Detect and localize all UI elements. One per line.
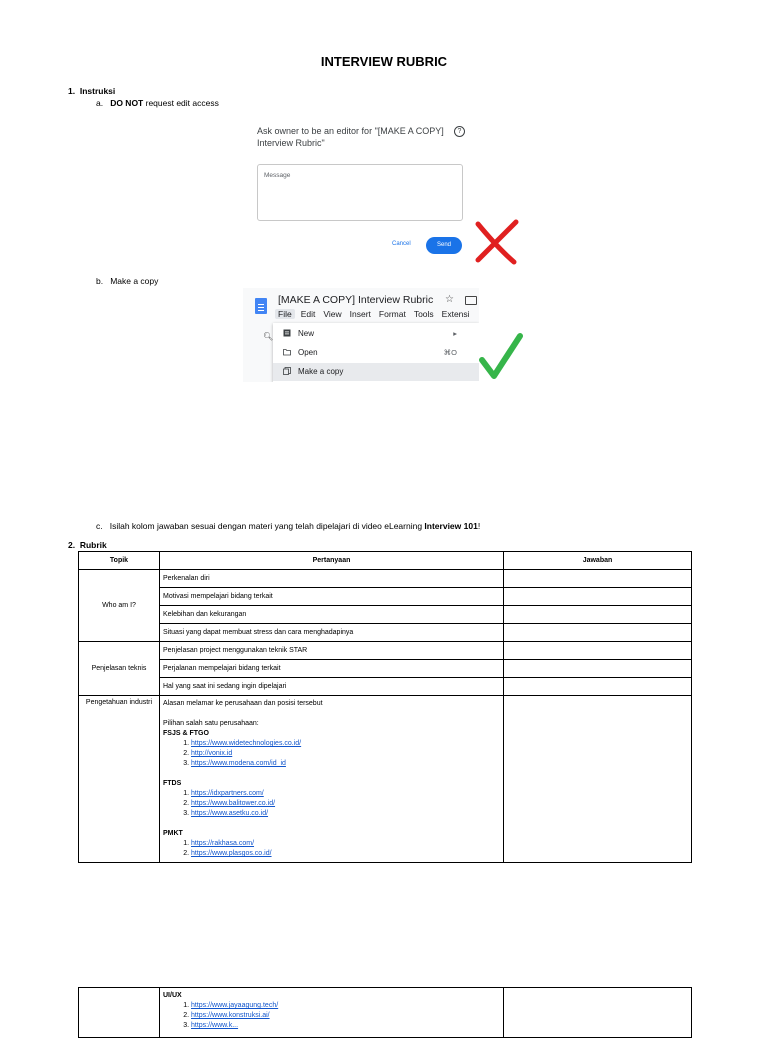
- company-link[interactable]: https://www.asetku.co.id/: [191, 810, 269, 817]
- table-row: [79, 606, 692, 624]
- request-access-dialog-screenshot: [252, 120, 470, 262]
- company-link-list: [163, 839, 500, 859]
- answer-cell[interactable]: [504, 696, 692, 863]
- file-menu-dropdown: [273, 323, 479, 382]
- menu-extensions: Extensi: [441, 309, 470, 319]
- instruction-b: [96, 276, 158, 286]
- google-docs-screenshot: [243, 288, 479, 382]
- item-marker: a.: [96, 98, 104, 108]
- company-group-name: UI/UX: [163, 992, 182, 999]
- table-row: [79, 660, 692, 678]
- rubric-table: [78, 551, 692, 863]
- company-group-name: PMKT: [163, 830, 183, 837]
- answer-cell[interactable]: [504, 642, 692, 660]
- question-cell: Perkenalan diri: [160, 570, 504, 588]
- rubric-table-continued: [78, 987, 692, 1038]
- table-row: [79, 696, 692, 863]
- menu-item-label: New: [298, 329, 315, 338]
- menu-item-label: Make a copy: [298, 367, 344, 376]
- docs-icon: [255, 298, 267, 314]
- document-title: INTERVIEW RUBRIC: [320, 54, 448, 69]
- company-link[interactable]: http://vonix.id: [191, 750, 233, 757]
- question-cell-uiux: [160, 988, 504, 1038]
- company-link[interactable]: https://www.konstruksi.ai/: [191, 1012, 270, 1019]
- submenu-arrow: ▸: [453, 329, 457, 338]
- company-link[interactable]: https://www.modena.com/id_id: [191, 760, 286, 767]
- section-rubrik-heading: [68, 540, 107, 550]
- question-cell: Situasi yang dapat membuat stress dan cara menghadapinya: [160, 624, 504, 642]
- green-check-icon: [478, 330, 524, 382]
- question-cell-industry: [160, 696, 504, 863]
- section-label: Rubrik: [79, 540, 107, 550]
- section-instruksi-heading: [68, 86, 115, 96]
- question-cell: Kelebihan dan kekurangan: [160, 606, 504, 624]
- menu-format: Format: [378, 309, 406, 319]
- folder-icon: [283, 348, 291, 356]
- message-placeholder: Message: [264, 172, 291, 179]
- instruction-c: [96, 521, 480, 531]
- company-link[interactable]: https://www.balitower.co.id/: [191, 800, 276, 807]
- answer-cell[interactable]: [504, 606, 692, 624]
- table-row: [79, 642, 692, 660]
- red-x-icon: [472, 218, 522, 266]
- table-row: [79, 988, 692, 1038]
- file-menu-new: [273, 325, 479, 343]
- question-cell: Hal yang saat ini sedang ingin dipelajari: [160, 678, 504, 696]
- menu-shortcut: ⌘O: [443, 348, 457, 357]
- exclamation: !: [477, 521, 481, 531]
- menu-edit: Edit: [300, 309, 316, 319]
- company-link[interactable]: https://www.jayaagung.tech/: [191, 1002, 279, 1009]
- company-link[interactable]: https://idxpartners.com/: [191, 790, 264, 797]
- menu-view: View: [323, 309, 342, 319]
- file-menu-make-a-copy: [273, 363, 479, 381]
- file-menu-open: [273, 344, 479, 362]
- question-cell: Perjalanan mempelajari bidang terkait: [160, 660, 504, 678]
- do-not-text: DO NOT: [110, 98, 144, 108]
- menu-item-label: Open: [298, 348, 318, 357]
- item-marker: c.: [96, 521, 103, 531]
- company-link[interactable]: https://www.widetechnologies.co.id/: [191, 740, 302, 747]
- topic-cell: [79, 988, 160, 1038]
- topic-cell: Penjelasan teknis: [79, 642, 160, 696]
- section-label: Instruksi: [79, 86, 116, 96]
- interview-101-text: Interview 101: [424, 521, 478, 531]
- copy-icon: [283, 367, 291, 375]
- question-cell: Penjelasan project menggunakan teknik STAR: [160, 642, 504, 660]
- company-link[interactable]: https://rakhasa.com/: [191, 840, 255, 847]
- table-row: [79, 624, 692, 642]
- instruction-c-text: Isilah kolom jawaban sesuai dengan materi yang telah dipelajari di video eLearning: [109, 521, 425, 531]
- doc-title: [MAKE A COPY] Interview Rubric: [278, 294, 434, 306]
- menu-insert: Insert: [349, 309, 371, 319]
- message-field: [257, 164, 463, 221]
- star-icon: ☆: [445, 294, 454, 305]
- instruction-b-text: Make a copy: [110, 276, 159, 286]
- header-jawaban: Jawaban: [504, 552, 692, 570]
- section-number: 2.: [68, 540, 76, 550]
- instruction-a: [96, 98, 219, 108]
- industry-intro: Alasan melamar ke perusahaan dan posisi tersebut: [163, 700, 323, 707]
- section-number: 1.: [68, 86, 76, 96]
- industry-choose: Pilihan salah satu perusahaan:: [163, 720, 259, 727]
- company-group-name: FTDS: [163, 780, 182, 787]
- item-marker: b.: [96, 276, 104, 286]
- menu-tools: Tools: [413, 309, 434, 319]
- help-icon: ?: [454, 126, 465, 137]
- cancel-button: Cancel: [392, 241, 411, 247]
- header-topik: Topik: [79, 552, 160, 570]
- folder-icon: [465, 296, 477, 305]
- company-link-list: [163, 789, 500, 819]
- answer-cell[interactable]: [504, 624, 692, 642]
- answer-cell[interactable]: [504, 988, 692, 1038]
- company-link-list: [163, 1001, 500, 1031]
- company-group-name: FSJS & FTGO: [163, 730, 209, 737]
- topic-cell: Who am I?: [79, 570, 160, 642]
- dialog-title: Ask owner to be an editor for "[MAKE A COPY] Interview Rubric": [257, 126, 444, 148]
- table-row: [79, 570, 692, 588]
- menu-file: File: [275, 309, 295, 319]
- table-header-row: [79, 552, 692, 570]
- header-pertanyaan: Pertanyaan: [160, 552, 504, 570]
- answer-cell[interactable]: [504, 588, 692, 606]
- answer-cell[interactable]: [504, 678, 692, 696]
- send-button: Send: [426, 237, 462, 254]
- table-row: [79, 588, 692, 606]
- answer-cell[interactable]: [504, 660, 692, 678]
- company-link[interactable]: https://www.k...: [191, 1022, 239, 1029]
- search-icon: 🔍︎: [263, 332, 274, 341]
- company-link-list: [163, 739, 500, 769]
- instruction-a-text: request edit access: [143, 98, 219, 108]
- table-row: [79, 678, 692, 696]
- question-cell: Motivasi mempelajari bidang terkait: [160, 588, 504, 606]
- doc-icon: [283, 329, 291, 337]
- answer-cell[interactable]: [504, 570, 692, 588]
- docs-menubar: [275, 309, 478, 322]
- topic-cell: Pengetahuan industri: [79, 696, 160, 863]
- company-link[interactable]: https://www.plasgos.co.id/: [191, 850, 272, 857]
